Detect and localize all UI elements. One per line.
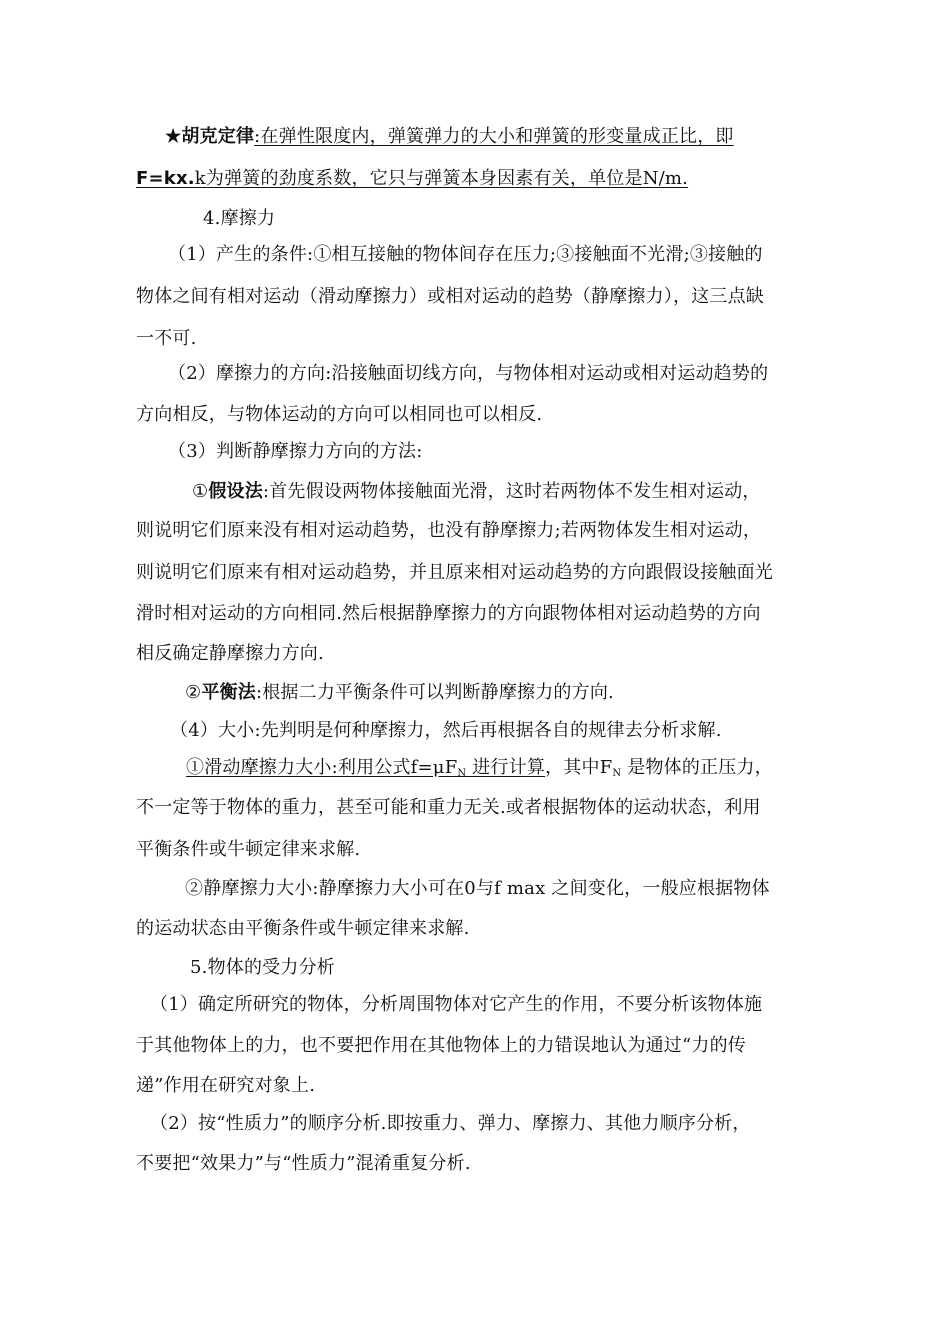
sliding-friction-calc: 进行计算 [466,757,546,778]
assume-method-line-2: 则说明它们原来没有相对运动趋势，也没有静摩擦力;若两物体发生相对运动， [136,520,762,541]
normal-force-subscript: N [612,768,622,779]
hooke-law-text-1: :在弹性限度内，弹簧弹力的大小和弹簧的形变量成正比，即 [254,126,734,147]
hooke-law-line-2 [136,167,688,191]
assume-number: ① [192,481,209,502]
analysis-p1-line-1: （1）确定所研究的物体，分析周围物体对它产生的作用，不要分析该物体施 [150,994,763,1015]
assume-method-label: 假设法 [208,481,263,502]
sliding-friction-formula: ①滑动摩擦力大小:利用公式f=μF [186,757,458,778]
friction-size-heading: （4）大小:先判明是何种摩擦力，然后再根据各自的规律去分析求解. [170,720,722,741]
assume-method-line-3: 则说明它们原来有相对运动趋势，并且原来相对运动趋势的方向跟假设接触面光 [136,562,773,583]
assume-method-line-4: 滑时相对运动的方向相同.然后根据静摩擦力的方向跟物体相对运动趋势的方向 [136,603,761,624]
friction-direction-line-2: 方向相反，与物体运动的方向可以相同也可以相反. [136,404,543,425]
assume-method-line-1 [192,480,761,504]
star-icon: ★ [165,126,182,147]
balance-number: ② [185,682,202,703]
static-friction-line-1: ②静摩擦力大小:静摩擦力大小可在0与f max 之间变化，一般应根据物体 [185,878,770,899]
friction-heading: 4.摩擦力 [203,208,276,229]
balance-method-label: 平衡法 [201,682,256,703]
static-friction-line-2: 的运动状态由平衡条件或牛顿定律来求解. [136,918,470,939]
hooke-law-title: 胡克定律 [181,126,255,147]
judge-method-heading: （3）判断静摩擦力方向的方法: [168,441,423,462]
assume-method-line-5: 相反确定静摩擦力方向. [136,643,324,664]
friction-condition-line-1: （1）产生的条件:①相互接触的物体间存在压力;③接触面不光滑;③接触的 [168,244,763,265]
friction-direction-line-1: （2）摩擦力的方向:沿接触面切线方向，与物体相对运动或相对运动趋势的 [168,363,769,384]
force-analysis-heading: 5.物体的受力分析 [190,957,335,978]
formula-subscript: N [457,768,467,779]
sliding-friction-line-2: 不一定等于物体的重力，甚至可能和重力无关.或者根据物体的运动状态，利用 [136,797,761,818]
assume-method-text: :首先假设两物体接触面光滑，这时若两物体不发生相对运动， [262,481,761,502]
analysis-p1-line-3: 递”作用在研究对象上. [136,1075,316,1096]
sliding-friction-text-2: 是物体的正压力， [621,757,773,778]
friction-condition-line-3: 一不可. [136,328,197,349]
balance-method-text: :根据二力平衡条件可以判断静摩擦力的方向. [255,682,614,703]
sliding-friction-line-1 [136,756,773,786]
hooke-law-text-2: k为弹簧的劲度系数，它只与弹簧本身因素有关，单位是N/m. [194,168,689,189]
analysis-p2-line-1: （2）按“性质力”的顺序分析.即按重力、弹力、摩擦力、其他力顺序分析， [150,1113,751,1134]
analysis-p1-line-2: 于其他物体上的力，也不要把作用在其他物体上的力错误地认为通过“力的传 [136,1035,746,1056]
analysis-p2-line-2: 不要把“效果力”与“性质力”混淆重复分析. [136,1153,471,1174]
hooke-formula: F=kx. [136,168,195,189]
sliding-friction-text: ，其中F [545,757,613,778]
friction-condition-line-2: 物体之间有相对运动（滑动摩擦力）或相对运动的趋势（静摩擦力），这三点缺 [136,286,764,307]
balance-method-line [185,681,614,705]
sliding-friction-line-3: 平衡条件或牛顿定律来求解. [136,839,361,860]
hooke-law-line-1 [165,125,734,149]
